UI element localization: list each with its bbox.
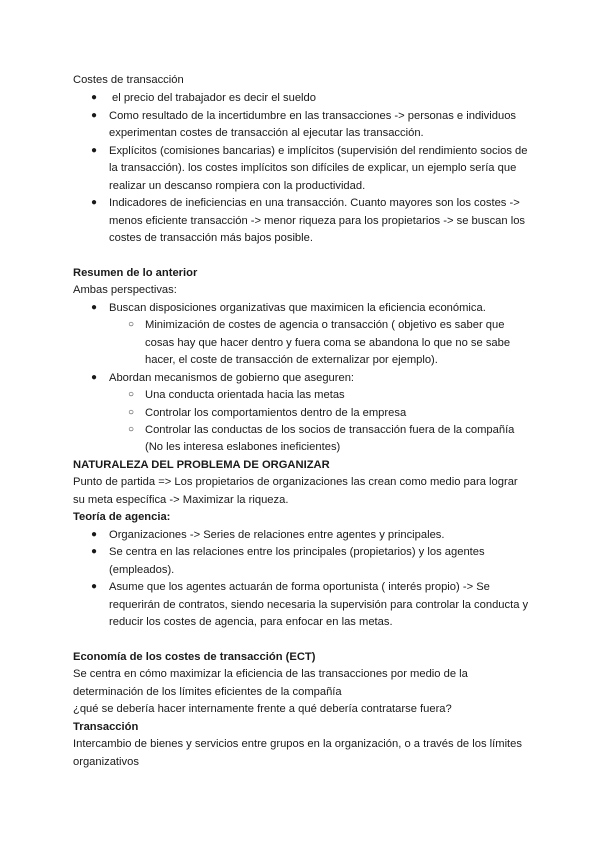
list-item: Como resultado de la incertidumbre en las transacciones -> personas e individuos bbox=[109, 110, 517, 122]
list-item: Buscan disposiciones organizativas que maximicen la eficiencia económica. bbox=[109, 302, 486, 314]
bullet-icon: ● bbox=[91, 145, 98, 156]
sub-list-item: Minimización de costes de agencia o transacción ( objetivo es saber que bbox=[145, 319, 505, 331]
bullet-icon: ● bbox=[91, 302, 98, 313]
section-heading-costes: Costes de transacción bbox=[73, 74, 184, 86]
list-item: Organizaciones -> Series de relaciones entre agentes y principales. bbox=[109, 529, 445, 541]
list-item-continuation: requerirán de contratos, siendo necesaria la supervisión para controlar la conducta y bbox=[109, 599, 529, 611]
list-item: Abordan mecanismos de gobierno que aseguren: bbox=[109, 372, 355, 384]
paragraph: organizativos bbox=[73, 756, 139, 768]
sub-bullet-icon: ○ bbox=[128, 407, 135, 418]
section-heading-agencia: Teoría de agencia: bbox=[73, 511, 171, 523]
sub-list-item: Controlar los comportamientos dentro de la empresa bbox=[145, 407, 407, 419]
section-heading-resumen: Resumen de lo anterior bbox=[73, 267, 198, 279]
list-item-continuation: realizar un descanso rompiera con la productividad. bbox=[109, 180, 366, 192]
sub-list-item-continuation: (No les interesa eslabones ineficientes) bbox=[145, 441, 341, 453]
paragraph: ¿qué se debería hacer internamente frente a qué debería contratarse fuera? bbox=[73, 703, 452, 715]
section-heading-naturaleza: NATURALEZA DEL PROBLEMA DE ORGANIZAR bbox=[73, 459, 330, 471]
list-item: Explícitos (comisiones bancarias) e implícitos (supervisión del rendimiento socios de bbox=[109, 145, 528, 157]
paragraph: Ambas perspectivas: bbox=[73, 284, 177, 296]
bullet-icon: ● bbox=[91, 197, 98, 208]
sub-list-item-continuation: hacer, el coste de transacción de externalizar por ejemplo). bbox=[145, 354, 438, 366]
list-item: el precio del trabajador es decir el sueldo bbox=[112, 92, 316, 104]
paragraph: su meta específica -> Maximizar la riqueza. bbox=[73, 494, 289, 506]
sub-list-item-continuation: cosas hay que hacer dentro y fuera coma se abandona lo que no se sabe bbox=[145, 337, 511, 349]
bullet-icon: ● bbox=[91, 581, 98, 592]
bullet-icon: ● bbox=[91, 110, 98, 121]
list-item-continuation: reducir los costes de agencia, para enfocar en las metas. bbox=[109, 616, 393, 628]
list-item-continuation: costes de transacción más bajos posible. bbox=[109, 232, 313, 244]
bullet-icon: ● bbox=[91, 529, 98, 540]
sub-bullet-icon: ○ bbox=[128, 319, 135, 330]
paragraph: Se centra en cómo maximizar la eficiencia de las transacciones por medio de la bbox=[73, 668, 468, 680]
list-item-continuation: la transacción). los costes implícitos son difíciles de explicar, un ejemplo sería que bbox=[109, 162, 517, 174]
section-heading-transaccion: Transacción bbox=[73, 721, 139, 733]
paragraph: Intercambio de bienes y servicios entre grupos en la organización, o a través de los límites bbox=[73, 738, 522, 750]
sub-list-item: Una conducta orientada hacia las metas bbox=[145, 389, 345, 401]
list-item-continuation: menos eficiente transacción -> menor riqueza para los propietarios -> se buscan los bbox=[109, 215, 526, 227]
list-item: Indicadores de ineficiencias en una transacción. Cuanto mayores son los costes -> bbox=[109, 197, 520, 209]
bullet-icon: ● bbox=[91, 546, 98, 557]
list-item-continuation: experimentan costes de transacción al ejecutar las transacción. bbox=[109, 127, 424, 139]
bullet-icon: ● bbox=[91, 92, 98, 103]
list-item-continuation: (empleados). bbox=[109, 564, 175, 576]
section-heading-ect: Economía de los costes de transacción (ECT) bbox=[73, 651, 316, 663]
list-item: Se centra en las relaciones entre los principales (propietarios) y los agentes bbox=[109, 546, 485, 558]
sub-bullet-icon: ○ bbox=[128, 424, 135, 435]
sub-bullet-icon: ○ bbox=[128, 389, 135, 400]
list-item: Asume que los agentes actuarán de forma oportunista ( interés propio) -> Se bbox=[109, 581, 490, 593]
paragraph: Punto de partida => Los propietarios de organizaciones las crean como medio para lograr bbox=[73, 476, 518, 488]
paragraph: determinación de los límites eficientes de la compañía bbox=[73, 686, 342, 698]
sub-list-item: Controlar las conductas de los socios de transacción fuera de la compañía bbox=[145, 424, 515, 436]
bullet-icon: ● bbox=[91, 372, 98, 383]
